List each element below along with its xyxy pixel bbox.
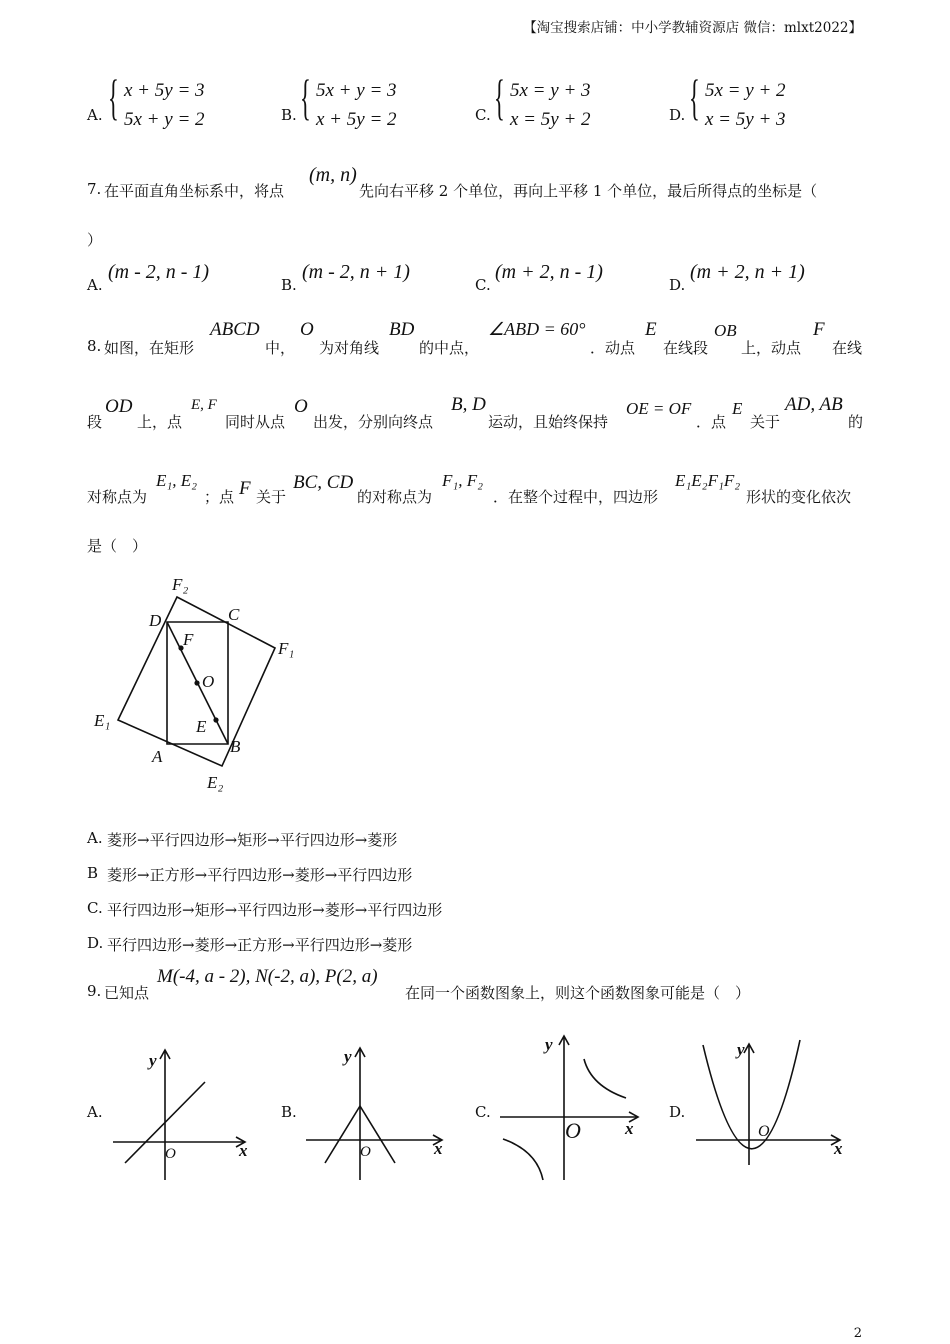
option-label: C. <box>475 276 491 294</box>
text: ．在整个过程中，四边形 <box>493 488 659 506</box>
label-e: E <box>196 717 207 736</box>
option-label: A. <box>87 276 103 294</box>
page-number: 2 <box>853 1326 862 1341</box>
label-o: O <box>202 672 215 691</box>
q8-figure <box>90 570 310 795</box>
question-text: 已知点 <box>104 984 150 1002</box>
math: E₁, E₂ <box>156 471 198 490</box>
text: ．动点 <box>590 339 636 357</box>
math-points: M(-4, a - 2), N(-2, a), P(2, a) <box>157 966 378 987</box>
origin-label: O <box>565 1118 581 1143</box>
option-label: D. <box>87 934 104 952</box>
option-label: B. <box>281 276 297 294</box>
option-label: A. <box>87 829 103 847</box>
option-label: D. <box>669 276 686 294</box>
text: 形状的变化依次 <box>746 488 852 506</box>
math: E <box>732 399 743 418</box>
label-e2: E₂ <box>207 773 224 792</box>
option-label: C. <box>475 1103 491 1121</box>
option-label: C. <box>87 899 103 917</box>
math: E₁E₂F₁F₂ <box>675 471 741 490</box>
question-text: 先向右平移 2 个单位，再向上平移 1 个单位，最后所得点的坐标是（ <box>359 182 818 200</box>
q6-option-c-label: C. <box>475 106 491 124</box>
math: E <box>645 319 657 340</box>
text: ．点 <box>696 413 727 431</box>
equation: 5x = y + 2 <box>705 80 786 101</box>
math: F <box>813 319 825 340</box>
text: 是（ ） <box>87 537 148 555</box>
option-label: D. <box>669 1103 686 1121</box>
equation: x + 5y = 3 <box>124 80 205 101</box>
math: AD, AB <box>785 394 843 415</box>
equation: 5x = y + 3 <box>510 80 591 101</box>
text: 在线 <box>832 339 863 357</box>
question-number: 9. <box>87 982 102 1000</box>
origin-label: O <box>758 1123 770 1140</box>
math: BC, CD <box>293 472 354 493</box>
option-label: B. <box>281 1103 297 1121</box>
math: ∠ABD = 60° <box>488 319 586 339</box>
y-label: y <box>149 1051 157 1070</box>
text: 同时从点 <box>225 413 286 431</box>
math: F <box>239 478 251 499</box>
math: O <box>300 319 314 340</box>
origin-label: O <box>165 1146 176 1162</box>
question-text: ） <box>87 231 103 249</box>
text: 中， <box>265 339 296 357</box>
text: 关于 <box>750 413 781 431</box>
text: 的 <box>848 413 864 431</box>
text: 的中点， <box>419 339 480 357</box>
y-label: y <box>737 1040 745 1059</box>
label-d: D <box>149 611 162 630</box>
graph-b-absolute <box>300 1040 460 1185</box>
q6-option-a-label: A. <box>87 106 103 124</box>
page-header: 【淘宝搜索店铺：中小学教辅资源店 微信：mlxt2022】 <box>523 20 862 36</box>
label-f2: F₂ <box>172 575 189 594</box>
equation: 5x + y = 3 <box>316 80 397 101</box>
option-text: 菱形→正方形→平行四边形→菱形→平行四边形 <box>107 866 413 884</box>
question-text: 在同一个函数图象上，则这个函数图象可能是（ ） <box>405 984 751 1002</box>
origin-label: O <box>360 1144 371 1160</box>
point-o <box>194 680 199 685</box>
label-e1: E₁ <box>94 711 111 730</box>
parabola-graph <box>703 1040 800 1149</box>
math: O <box>294 396 308 417</box>
graph-a-linear <box>105 1040 265 1185</box>
math: OB <box>714 321 737 340</box>
text: 为对角线 <box>319 339 380 357</box>
question-text: 在平面直角坐标系中，将点 <box>104 182 285 200</box>
x-label: x <box>434 1139 443 1158</box>
math: F₁, F₂ <box>442 471 484 490</box>
math: BD <box>389 319 415 340</box>
option-label: A. <box>87 1103 103 1121</box>
question-number: 7. <box>87 180 102 198</box>
math: E, F <box>191 397 217 413</box>
text: 段 <box>87 413 103 431</box>
option-value: (m - 2, n - 1) <box>108 261 210 283</box>
x-label: x <box>239 1141 248 1160</box>
text: 上，点 <box>137 413 183 431</box>
text: 在线段 <box>663 339 709 357</box>
text: 运动，且始终保持 <box>488 413 609 431</box>
label-f1: F₁ <box>278 639 295 658</box>
option-value: (m + 2, n + 1) <box>690 261 805 283</box>
option-text: 菱形→平行四边形→矩形→平行四边形→菱形 <box>107 831 398 849</box>
text: 上，动点 <box>741 339 802 357</box>
text: 的对称点为 <box>357 488 433 506</box>
math-point: (m, n) <box>309 164 357 186</box>
label-f: F <box>183 630 194 649</box>
graph-c-hyperbola <box>495 1030 655 1185</box>
q6-option-b-label: B. <box>281 106 297 124</box>
label-a: A <box>152 747 163 766</box>
text: 关于 <box>256 488 287 506</box>
option-text: 平行四边形→菱形→正方形→平行四边形→菱形 <box>107 936 413 954</box>
x-label: x <box>834 1139 843 1158</box>
q6-option-d-label: D. <box>669 106 686 124</box>
text: 出发，分别向终点 <box>313 413 434 431</box>
math: OE = OF <box>626 399 692 418</box>
math: OD <box>105 396 133 417</box>
option-text: 平行四边形→矩形→平行四边形→菱形→平行四边形 <box>107 901 443 919</box>
graph-d-parabola <box>690 1030 855 1170</box>
x-label: x <box>625 1119 634 1138</box>
option-value: (m + 2, n - 1) <box>495 261 603 283</box>
math: ABCD <box>210 319 260 340</box>
y-label: y <box>545 1035 553 1054</box>
question-number: 8. <box>87 337 102 355</box>
equation: x = 5y + 2 <box>510 109 591 130</box>
label-b: B <box>230 737 241 756</box>
equation: x + 5y = 2 <box>316 109 397 130</box>
hyperbola-branch-q3 <box>503 1139 543 1180</box>
y-label: y <box>344 1047 352 1066</box>
label-c: C <box>228 605 240 624</box>
text: 对称点为 <box>87 488 148 506</box>
hyperbola-branch-q1 <box>584 1059 626 1098</box>
math: B, D <box>451 394 486 415</box>
text: ；点 <box>204 488 235 506</box>
option-value: (m - 2, n + 1) <box>302 261 410 283</box>
equation: 5x + y = 2 <box>124 109 205 130</box>
equation: x = 5y + 3 <box>705 109 786 130</box>
text: 如图，在矩形 <box>104 339 195 357</box>
option-label: B <box>87 864 99 882</box>
point-e <box>213 717 218 722</box>
